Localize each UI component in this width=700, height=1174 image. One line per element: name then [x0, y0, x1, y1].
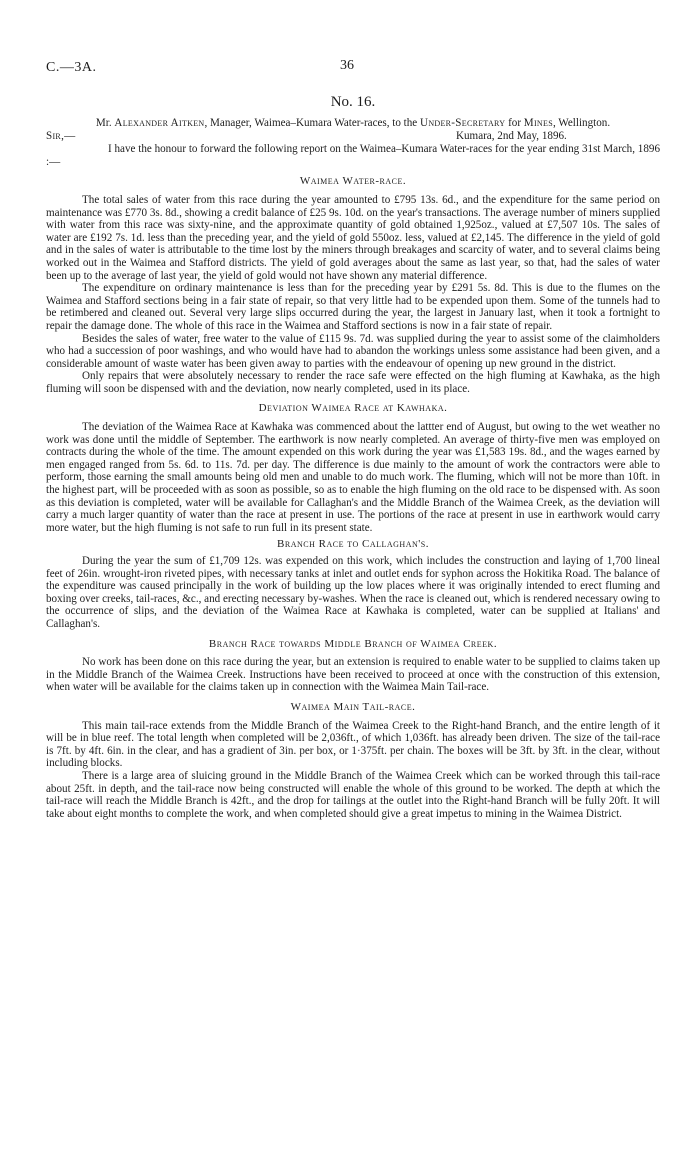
section-heading: Deviation Waimea Race at Kawhaka.	[258, 402, 448, 415]
paragraph: The total sales of water from this race during the year amounted to £795 13s. 6d., and the expenditure for the same period on maintenance was £770 3s. 8d., showing a credit balance of £25 9s. 10d. on the year's transactions. The average number of miners supplied with water from this race was sixty-nine, and the approximate quantity of gold obtained 1,925oz., valued at £7,507 10s. The sales of water are £192 7s. 1d. less than the preceding year, and the yield of gold 550oz. less, valued at £2,145. The difference in the yield of gold and in the sales of water is attributable to the time lost by the miners through breakages and scarcity of water, and to several claims being worked out in the Waimea and Stafford districts. The yield of gold averages about the same as last year, so that, had the sales of water been up to the average of last year, the yield of gold would not have shown any material difference.	[46, 193, 660, 282]
section-branch-race-middle-branch	[46, 638, 660, 694]
paragraph: Besides the sales of water, free water to the value of £115 9s. 7d. was supplied during the year to assist some of the claimholders who had a succession of poor washings, and who would have had to abandon the workings unless some assistance had been given, and a considerable amount of waste water has been given away to parties with the endeavour of opening up new ground in the district.	[46, 332, 660, 370]
paragraph: There is a large area of sluicing ground in the Middle Branch of the Waimea Creek which can be worked through this tail-race about 25ft. in depth, and the tail-race now being constructed will enable the whole of this ground to be worked. The depth at which the tail-race will reach the Middle Branch is 42ft., and the drop for tailings at the outlet into the Right-hand Branch will be fully 20ft. It will take about eight months to complete the work, and when completed should give a great impetus to mining in the Waimea District.	[46, 769, 660, 820]
salutation-line	[46, 130, 660, 143]
document-reference: C.—3A.	[46, 60, 97, 75]
section-heading: Waimea Main Tail-race.	[290, 700, 416, 713]
salutation: Sir,—	[46, 130, 76, 143]
letter-number: No. 16.	[330, 94, 376, 110]
letter-date: Kumara, 2nd May, 1896.	[456, 130, 567, 143]
page-number: 36	[340, 58, 354, 73]
to-title: Under-Secretary	[420, 116, 506, 129]
section-heading: Branch Race to Callaghan's.	[277, 538, 429, 551]
opening-paragraph: I have the honour to forward the following report on the Waimea–Kumara Water-races for the year ending 31st March, 1896 :—	[46, 143, 660, 168]
to-dept: Mines	[523, 116, 553, 129]
section-waimea-main-tail-race	[46, 701, 660, 820]
paragraph: This main tail-race extends from the Middle Branch of the Waimea Creek to the Right-hand Branch, and the entire length of it will be in blue reef. The total length when completed will be 2,036ft., of which 1,036ft. has already been driven. The size of the tail-race is 7ft. by 4ft. 6in. in the clear, and has a gradient of 3in. per box, or 1·375ft. per chain. The boxes will be 3ft. by 3ft. in the clear, without including blocks.	[46, 719, 660, 770]
section-deviation-waimea-race	[46, 402, 660, 534]
section-branch-race-callaghans	[46, 538, 660, 630]
from-name: Alexander Aitken	[114, 116, 205, 129]
paragraph: The deviation of the Waimea Race at Kawhaka was commenced about the lattter end of August, but owing to the wet weather no work was done until the middle of September. The earthwork is now nearly completed. An average of thirty-five men was employed on contracts during the whole of the time. The amount expended on this work during the year was £1,583 19s. 8d., and the wages earned by men engaged ranged from 5s. 6d. to 11s. 7d. per day. The difference is due mainly to the amount of work the contractors were able to perform, those earning the small amounts being old men and unable to do much work. The fluming, which will not be more than 10ft. in the highest part, will be proceeded with as soon as possible, so as to enable the high fluming on the old race to be dispensed with. As soon as this deviation is completed, water will be available for Callaghan's and the Middle Branch of the Waimea Creek, as the deviation will carry a much larger quantity of water than the race at present in use. The portions of the race at present in use in earthwork would carry more water, but the high fluming is not safe to run full in its present state.	[46, 421, 660, 534]
paragraph: No work has been done on this race during the year, but an extension is required to enable water to be supplied to claims taken up in the Middle Branch of the Waimea Creek. Instructions have been received to proceed at once with the construction of this extension, when water will be available for the claims taken up in connection with the Waimea Main Tail-race.	[46, 656, 660, 694]
from-prefix: Mr.	[95, 116, 115, 129]
section-heading: Waimea Water-race.	[299, 175, 407, 188]
section-heading: Branch Race towards Middle Branch of Waimea Creek.	[208, 637, 498, 650]
to-mid: for	[505, 116, 524, 129]
section-waimea-water-race	[46, 175, 660, 395]
from-rest: , Manager, Waimea–Kumara Water-races, to the	[204, 116, 421, 129]
paragraph: The expenditure on ordinary maintenance is less than for the preceding year by £291 5s. 8d. This is due to the flumes on the Waimea and Stafford sections being in a fair state of repair, so that very little had to be expended upon them. Some of the tunnels had to be retimbered and cleaned out. Several very large slips occurred during the year, the largest in January last, when it took a fortnight to repair the damage done. The whole of this race in the Waimea and Stafford sections is now in a fair state of repair.	[46, 282, 660, 332]
letter-intro	[66, 117, 640, 130]
paragraph: Only repairs that were absolutely necessary to render the race safe were effected on the high fluming at Kawhaka, as the high fluming will soon be dispensed with and the deviation, now nearly completed, used in its place.	[46, 370, 660, 395]
paragraph: During the year the sum of £1,709 12s. was expended on this work, which includes the construction and laying of 1,700 lineal feet of 26in. wrought-iron riveted pipes, with necessary tanks at inlet and outlet ends for syphon across the Hokitika Road. The balance of the expenditure was caused principally in the work of building up the low places where it was originally intended to erect fluming and boxing over creeks, tail-races, &c., and erecting necessary by-washes. When the race is cleaned out, which is rendered necessary owing to the occurrence of slips, and the deviation of the Waimea Race at Kawhaka is completed, water can be supplied at Italians' and Callaghan's.	[46, 555, 660, 630]
to-place: , Wellington.	[552, 116, 611, 129]
